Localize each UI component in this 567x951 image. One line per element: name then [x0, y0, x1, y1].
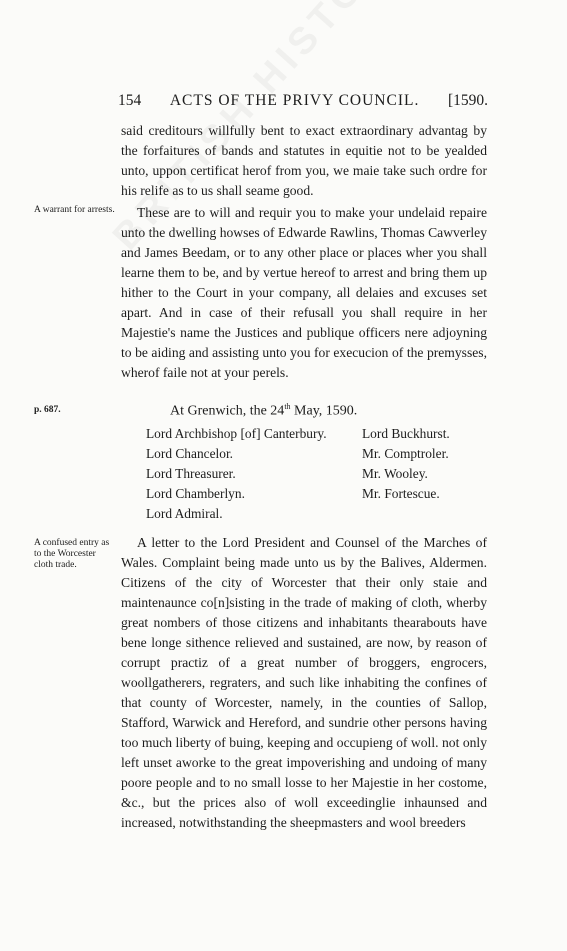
- margin-note-warrant: A warrant for arrests.: [34, 205, 115, 215]
- paragraph-text: A letter to the Lord President and Counsel of the Marches of Wales. Complaint being made unto us by the Balives, Aldermen. Citizens of the city of Worcester that their only staie and maintenaunce co[n]sisting in the trade of making of cloth, wherby great nombers of those citizens and inhabitants thearabouts have bene longe sithence relieved and sustained, are now, by reason of corrupt practiz of a great number of broggers, engrocers, woollgatherers, regraters, and such like inhabiting the confines of that county of Worcester, namely, in the counties of Sallop, Stafford, Warwick and Hereford, and sundrie other persons having too much liberty of buing, keeping and occupieng of woll. not only left unset aworke to the great impoverishing and undoing of many poore people and to no small losse to her Majestie in her costome, &c., but the prices also of woll exceedinglie inhaunsed and increased, notwithstanding the sheepmasters and wool breeders: [121, 535, 487, 830]
- running-year: [1590.: [447, 92, 488, 109]
- paragraph-text: These are to will and requir you to make your undelaid repaire unto the dwelling howses of Edwarde Rawlins, Thomas Cawverley and James Beedam, or to any other place or places wher you shall learne them to be, and by vertue hereof to arrest and bring them up hither to the Court in your company, all delaies and excuses set apart. And in case of their refusall you shall require in her Majestie's name the Justices and publique officers nere adjoyning to be aiding and assisting unto you for execucion of the premysses, wherof faile not at your perels.: [121, 205, 487, 380]
- margin-note-worcester: A confused entry as to the Worcester cloth trade.: [34, 538, 110, 570]
- attendee: [362, 504, 502, 524]
- attendee: Mr. Comptroler.: [362, 446, 449, 461]
- paragraph-continuation: [121, 121, 487, 201]
- running-head: [118, 92, 488, 110]
- margin-note-page-ref: p. 687.: [34, 405, 61, 415]
- attendee: Mr. Fortescue.: [362, 486, 440, 501]
- attendee: Lord Threasurer.: [146, 466, 236, 481]
- attendee: Lord Buckhurst.: [362, 426, 450, 441]
- meeting-heading: At Grenwich, the 24th May, 1590.: [170, 402, 358, 419]
- paragraph-letter: [121, 533, 487, 833]
- paragraph-warrant: [121, 203, 487, 383]
- attendee-list: [146, 424, 506, 524]
- running-title: ACTS OF THE PRIVY COUNCIL.: [169, 92, 420, 109]
- attendee: Lord Archbishop [of] Canterbury.: [146, 426, 327, 441]
- paragraph-text: said creditours willfully bent to exact extraordinary advantag by the forfaitures of bands and statutes in equitie not to be yealded unto, uppon certificat herof from you, we maie take such ordre for his relife as to us shall seame good.: [121, 123, 487, 198]
- page-number: 154: [118, 92, 142, 109]
- attendee: Lord Admiral.: [146, 506, 223, 521]
- attendee: Lord Chamberlyn.: [146, 486, 245, 501]
- attendee: Mr. Wooley.: [362, 466, 428, 481]
- attendee: Lord Chancelor.: [146, 446, 234, 461]
